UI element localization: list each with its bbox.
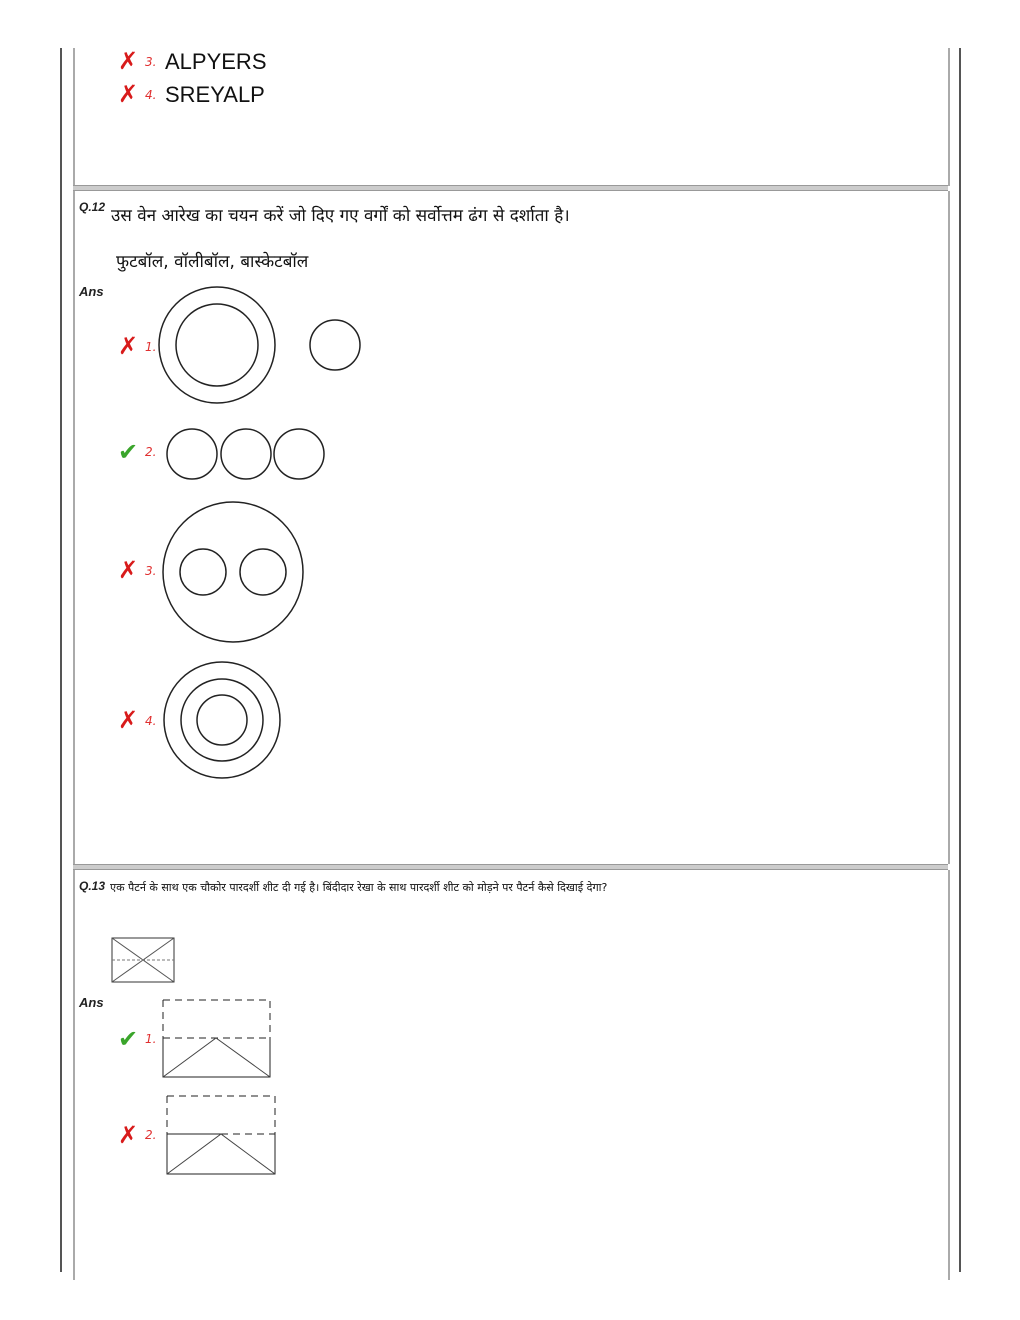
option-text: SREYALP: [165, 82, 265, 107]
question-text: उस वेन आरेख का चयन करें जो दिए गए वर्गों को सर्वोत्तम ढंग से दर्शाता है।: [111, 206, 570, 226]
venn-option-2: [163, 425, 328, 485]
option-number: 3.: [145, 55, 157, 69]
ans-label: Ans: [79, 284, 104, 299]
pattern-sheet-figure: [111, 937, 177, 985]
fold-option-2: [165, 1094, 278, 1177]
option-text: ALPYERS: [165, 49, 267, 74]
option-number: 3.: [145, 564, 157, 578]
option-number: 2.: [145, 1128, 157, 1142]
option-number: 4.: [145, 714, 157, 728]
cross-mark-icon: ✗: [118, 556, 139, 584]
option-number: 1.: [145, 340, 157, 354]
check-mark-icon: ✔: [118, 1025, 139, 1053]
cross-mark-icon: ✗: [118, 80, 139, 108]
question-number: Q.12: [79, 200, 106, 214]
venn-option-1: [155, 283, 365, 408]
page-border-right: [959, 48, 961, 1272]
venn-option-3: [158, 498, 308, 646]
page-border-left: [60, 48, 62, 1272]
fold-option-1: [161, 998, 273, 1080]
venn-option-4: [160, 658, 285, 783]
question-classes: फुटबॉल, वॉलीबॉल, बास्केटबॉल: [116, 252, 309, 272]
question-text: एक पैटर्न के साथ एक चौकोर पारदर्शी शीट दी गई है। बिंदीदार रेखा के साथ पारदर्शी शीट को मोड़ने पर पैटर्न कैसे दिखाई देगा?: [110, 881, 608, 894]
ans-label: Ans: [79, 995, 104, 1010]
option-number: 4.: [145, 88, 157, 102]
cross-mark-icon: ✗: [118, 47, 139, 75]
cross-mark-icon: ✗: [118, 706, 139, 734]
cross-mark-icon: ✗: [118, 332, 139, 360]
cross-mark-icon: ✗: [118, 1121, 139, 1149]
option-number: 1.: [145, 1032, 157, 1046]
option-number: 2.: [145, 445, 157, 459]
question-number: Q.13: [79, 879, 106, 893]
check-mark-icon: ✔: [118, 438, 139, 466]
